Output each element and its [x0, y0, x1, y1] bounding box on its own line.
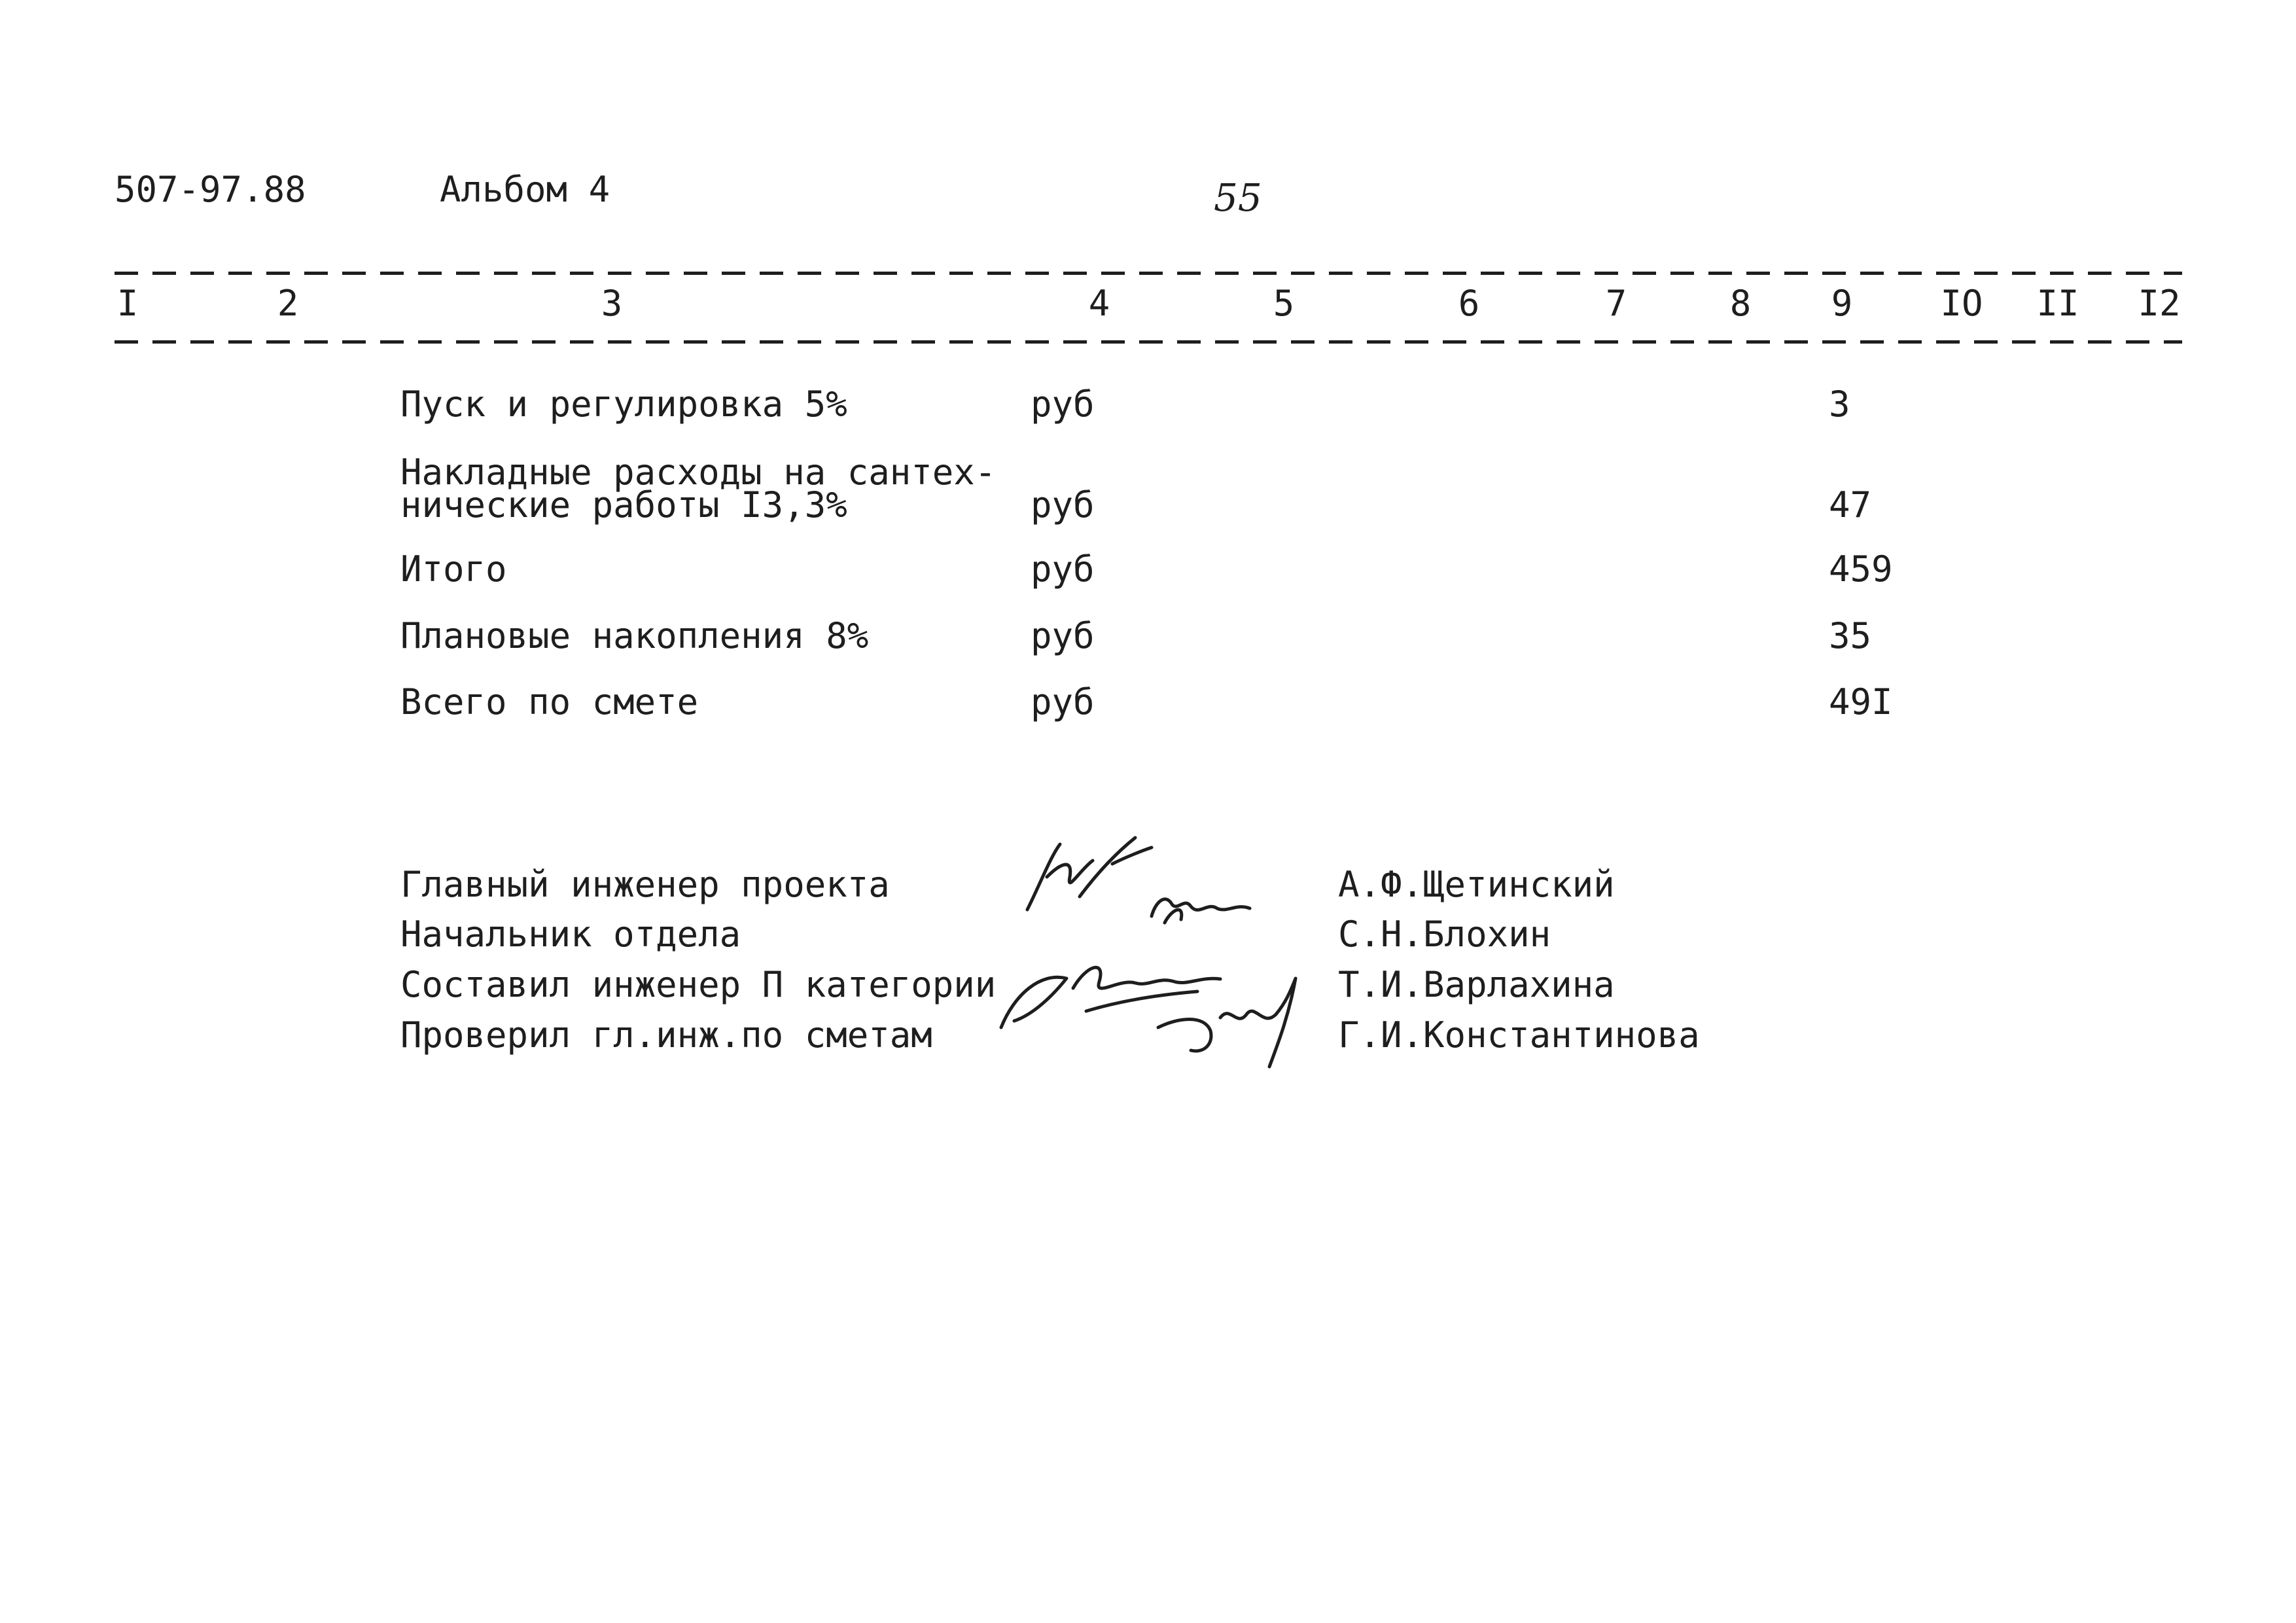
signatory-role: Проверил гл.инж.по сметам — [400, 1014, 932, 1056]
column-number: I — [116, 283, 139, 324]
row-description: Плановые накопления 8% — [400, 615, 869, 656]
column-number: 6 — [1458, 283, 1480, 324]
signature-stroke — [1152, 899, 1250, 923]
signature-stroke — [1027, 838, 1152, 910]
row-unit: руб — [1031, 681, 1095, 722]
signatory-name: С.Н.Блохин — [1338, 914, 1551, 955]
signatory-name: Г.И.Константинова — [1338, 1014, 1700, 1056]
signatory-name: А.Ф.Щетинский — [1338, 864, 1615, 905]
column-number: IO — [1940, 283, 1983, 324]
row-description: Пуск и регулировка 5% — [400, 383, 847, 425]
row-unit: руб — [1031, 548, 1095, 590]
column-number: 9 — [1831, 283, 1853, 324]
row-value: 49I — [1829, 681, 1893, 722]
column-number: 4 — [1088, 283, 1110, 324]
column-number: II — [2036, 283, 2079, 324]
row-unit: руб — [1031, 383, 1095, 425]
column-number: 3 — [601, 283, 623, 324]
signatory-role: Главный инженер проекта — [400, 864, 890, 905]
column-number: 2 — [277, 283, 299, 324]
handwritten-signatures — [988, 831, 1328, 1080]
column-number: 7 — [1605, 283, 1627, 324]
column-number: I2 — [2138, 283, 2181, 324]
top-dashed-rule — [115, 272, 2182, 275]
row-value: 3 — [1829, 383, 1850, 425]
album-label: Альбом 4 — [440, 169, 610, 210]
row-unit: руб — [1031, 615, 1095, 656]
row-value: 459 — [1829, 548, 1893, 590]
bottom-dashed-rule — [115, 340, 2182, 344]
row-value: 47 — [1829, 484, 1872, 526]
page-number: 55 — [1214, 175, 1262, 220]
row-description-line1: Накладные расходы на сантех- — [400, 452, 997, 493]
row-unit: руб — [1031, 484, 1095, 526]
signatory-role: Начальник отдела — [400, 914, 741, 955]
document-code: 507-97.88 — [115, 169, 306, 210]
row-description-line2: нические работы I3,3% — [400, 484, 847, 526]
column-number: 8 — [1729, 283, 1752, 324]
signatory-name: Т.И.Варлахина — [1338, 964, 1615, 1005]
row-value: 35 — [1829, 615, 1872, 656]
signatory-role: Составил инженер П категории — [400, 964, 997, 1005]
row-description: Всего по смете — [400, 681, 699, 722]
row-description: Итого — [400, 548, 507, 590]
column-number: 5 — [1273, 283, 1295, 324]
